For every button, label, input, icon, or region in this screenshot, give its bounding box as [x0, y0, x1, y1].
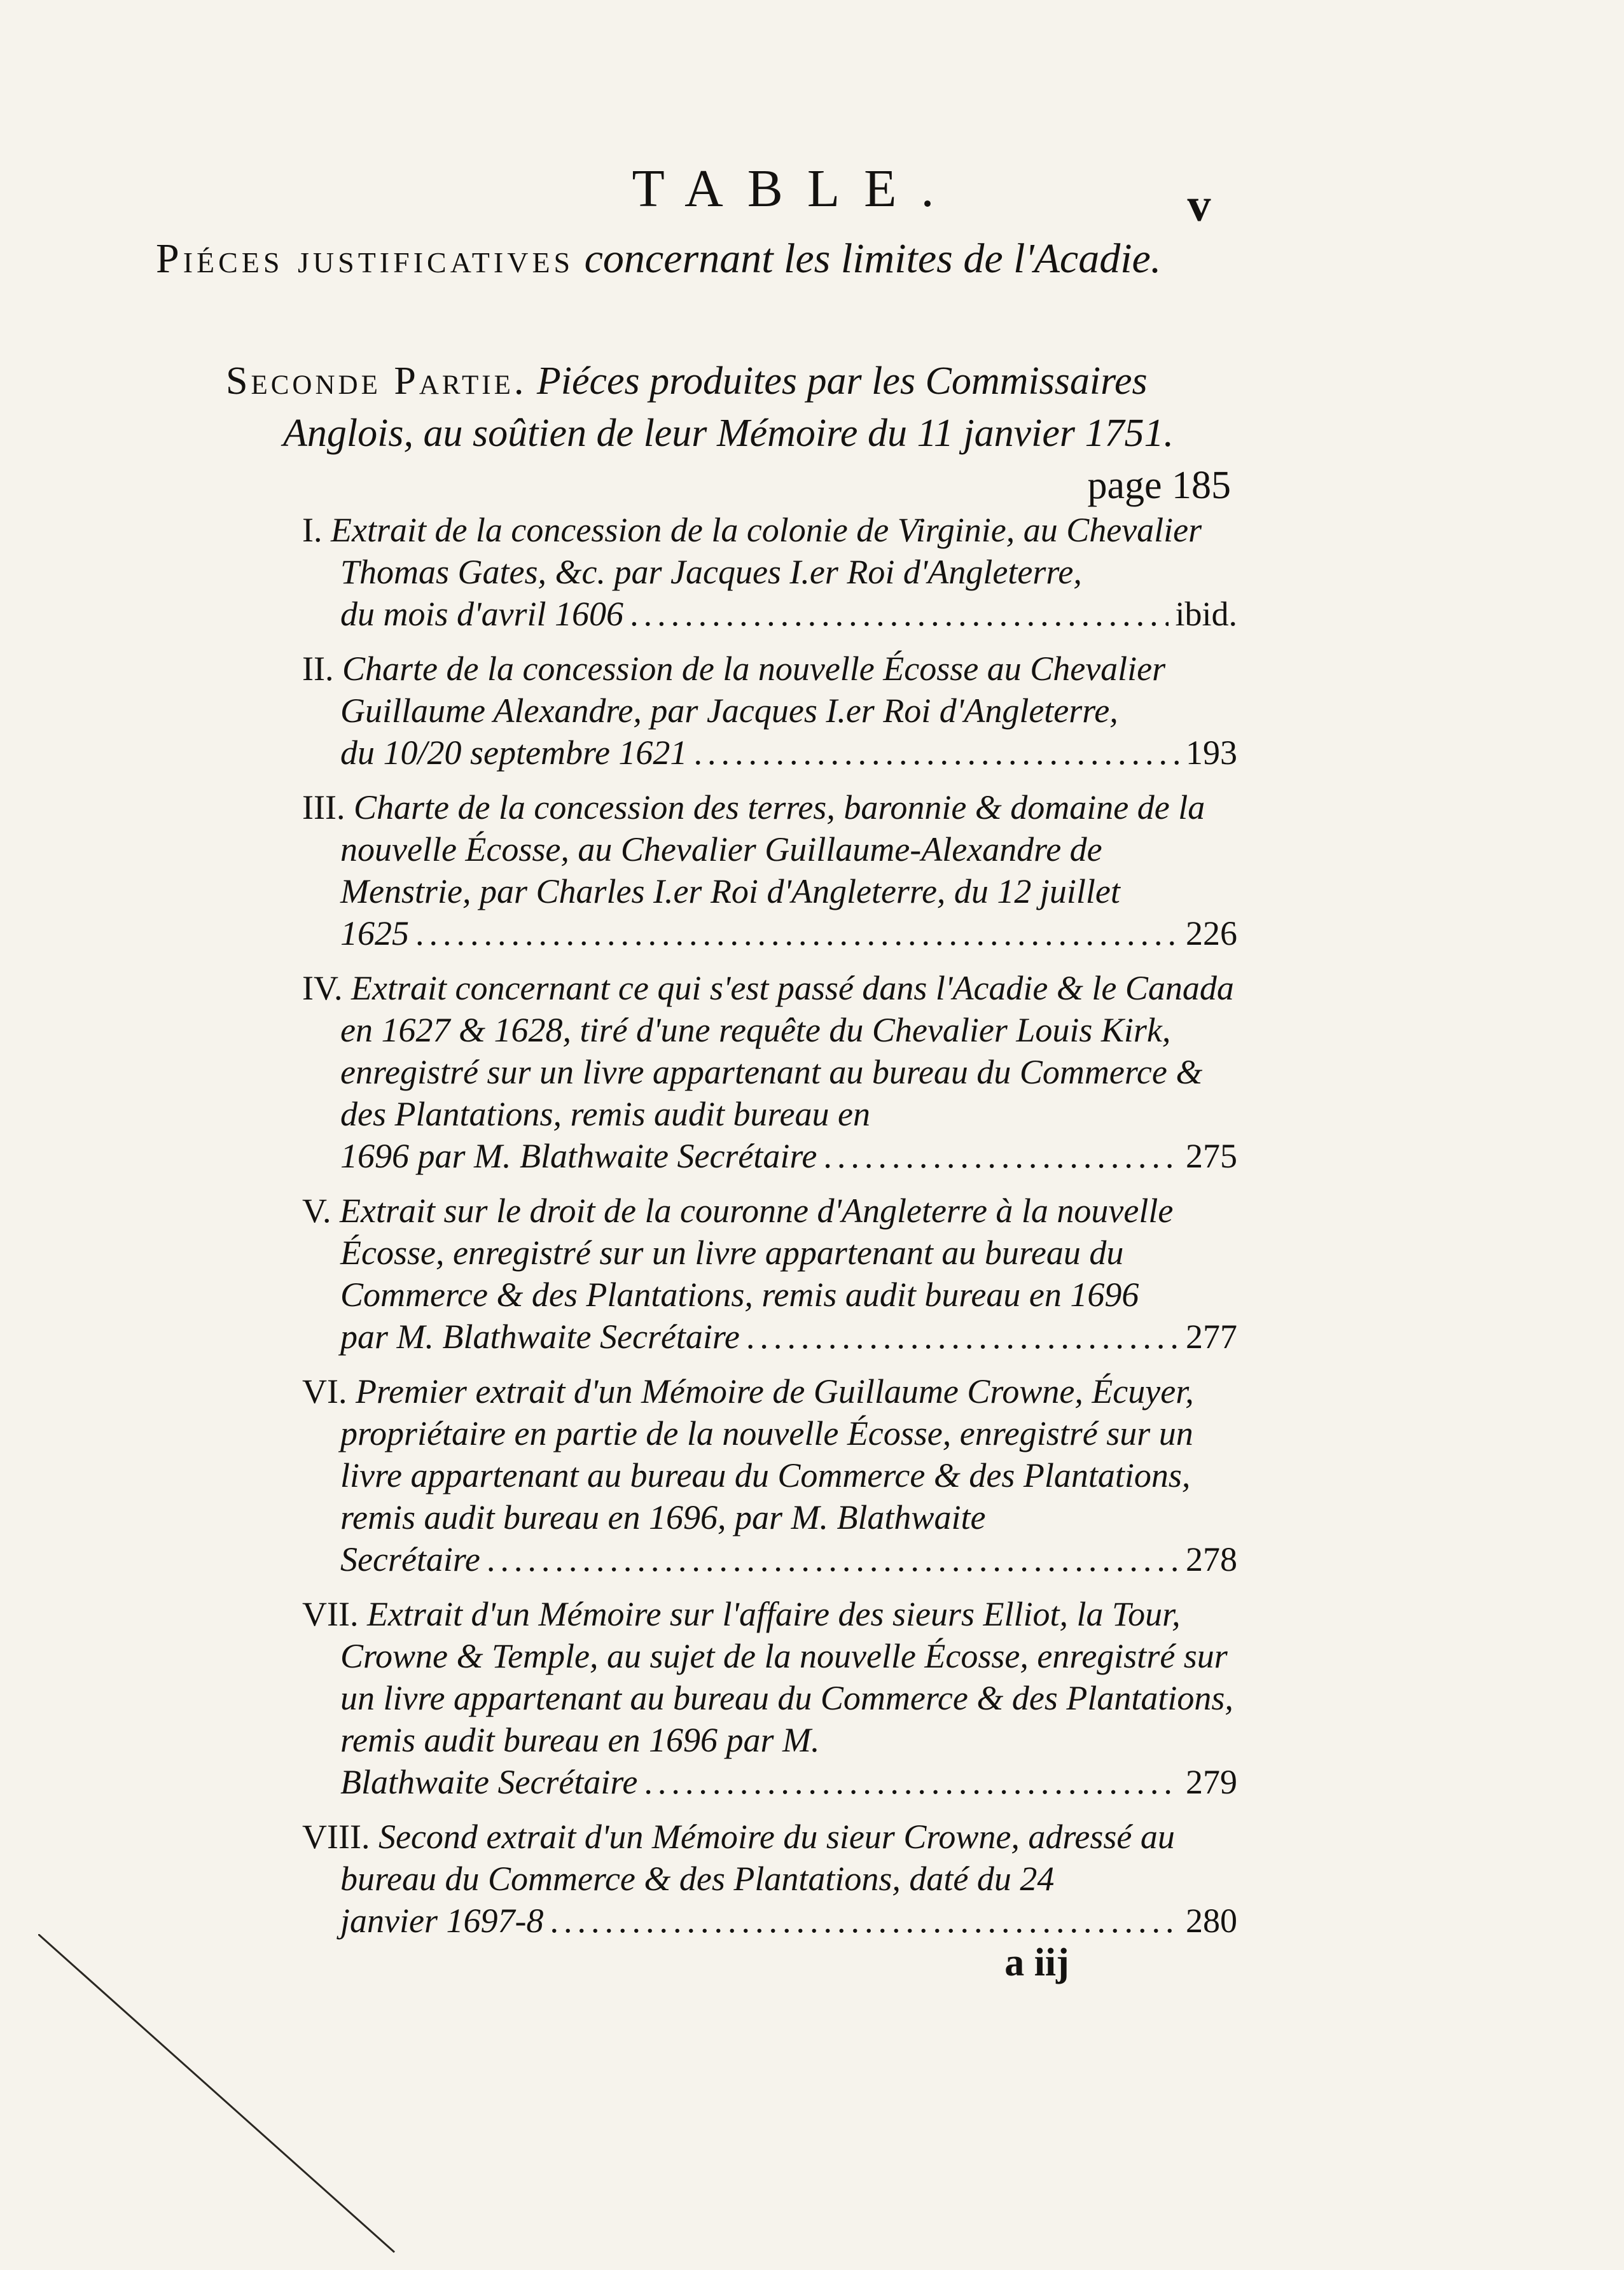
entry-page: 278	[1186, 1540, 1237, 1578]
entry-text: Extrait concernant ce qui s'est passé dans l'Acadie & le Canada en 1627 & 1628, tiré d'une requête du Chevalier Louis Kirk, enregistré sur un livre appartenant au bureau du Commerce & des Plantations, remis audit bureau en	[340, 969, 1234, 1133]
part-heading-line1: Piéces produites par les Commissaires	[536, 359, 1148, 403]
page-crease-line	[38, 1934, 420, 2265]
dot-leader	[630, 593, 1169, 635]
toc-entry	[302, 1370, 1237, 1580]
entry-number: VII.	[302, 1595, 359, 1633]
toc-entry	[302, 967, 1237, 1177]
entry-page: 275	[1186, 1137, 1237, 1175]
entry-tail: Blathwaite Secrétaire	[340, 1763, 638, 1801]
toc-entry	[302, 648, 1237, 774]
toc-entry	[302, 1190, 1237, 1358]
dot-leader	[487, 1538, 1179, 1580]
entry-page: 280	[1186, 1902, 1237, 1940]
entry-tail: janvier 1697-8	[340, 1902, 544, 1940]
entry-text: Second extrait d'un Mémoire du sieur Crowne, adressé au bureau du Commerce & des Plantations, daté du 24	[340, 1818, 1175, 1898]
dot-leader	[644, 1761, 1179, 1803]
section-heading	[156, 228, 1237, 290]
entry-text: Extrait de la concession de la colonie de Virginie, au Chevalier Thomas Gates, &c. par Jacques I.er Roi d'Angleterre,	[330, 511, 1202, 591]
toc-entry	[302, 1593, 1237, 1803]
entry-tail: 1696 par M. Blathwaite Secrétaire	[340, 1137, 817, 1175]
toc-entry	[302, 1816, 1237, 1942]
entry-text: Premier extrait d'un Mémoire de Guillaume Crowne, Écuyer, propriétaire en partie de la nouvelle Écosse, enregistré sur un livre appartenant au bureau du Commerce & des Plantations, remis audit bureau en 1696, par M. Blathwaite	[340, 1372, 1194, 1536]
entry-page: 193	[1186, 734, 1237, 772]
part-page-ref: page 185	[1087, 464, 1231, 507]
part-heading-line2: Anglois, au soûtien de leur Mémoire du 11 janvier 1751.	[283, 412, 1174, 455]
entry-page: ibid.	[1175, 595, 1237, 633]
entry-number: VIII.	[302, 1818, 370, 1856]
entry-page: 226	[1186, 914, 1237, 952]
toc-entry	[302, 786, 1237, 954]
running-title: TABLE.	[632, 159, 959, 218]
entry-number: IV.	[302, 969, 343, 1007]
part-heading-lead: Seconde Partie.	[226, 359, 527, 403]
entry-number: VI.	[302, 1372, 347, 1410]
dot-leader	[415, 912, 1179, 954]
entry-tail: du mois d'avril 1606	[340, 595, 624, 633]
entry-number: II.	[302, 650, 334, 688]
dot-leader	[823, 1135, 1179, 1177]
entry-number: III.	[302, 788, 345, 826]
entry-text: Extrait d'un Mémoire sur l'affaire des sieurs Elliot, la Tour, Crowne & Temple, au sujet de la nouvelle Écosse, enregistré sur un livre appartenant au bureau du Commerce & des Plantations, remis audit bureau en 1696 par M.	[340, 1595, 1233, 1759]
entry-text: Charte de la concession des terres, baronnie & domaine de la nouvelle Écosse, au Chevalier Guillaume-Alexandre de Menstrie, par Charles I.er Roi d'Angleterre, du 12 juillet	[340, 788, 1205, 910]
part-heading	[226, 355, 1237, 512]
section-heading-rest: concernant les limites de l'Acadie.	[584, 235, 1162, 282]
entry-text: Extrait sur le droit de la couronne d'Angleterre à la nouvelle Écosse, enregistré sur un livre appartenant au bureau du Commerce & des Plantations, remis audit bureau en 1696	[340, 1192, 1174, 1314]
signature-mark: a iij	[1004, 1941, 1069, 1984]
entry-page: 279	[1186, 1763, 1237, 1801]
entry-tail: du 10/20 septembre 1621	[340, 734, 688, 772]
entry-tail: 1625	[340, 914, 409, 952]
toc-entry	[302, 509, 1237, 635]
entry-number: I.	[302, 511, 323, 549]
entry-page: 277	[1186, 1318, 1237, 1356]
folio-number: v	[1187, 179, 1211, 232]
section-heading-lead: Piéces justificatives	[156, 235, 574, 282]
dot-leader	[746, 1316, 1179, 1358]
dot-leader	[693, 732, 1179, 774]
table-of-contents	[302, 509, 1237, 1954]
entry-text: Charte de la concession de la nouvelle Écosse au Chevalier Guillaume Alexandre, par Jacques I.er Roi d'Angleterre,	[340, 650, 1166, 730]
entry-number: V.	[302, 1192, 331, 1230]
entry-tail: par M. Blathwaite Secrétaire	[340, 1318, 740, 1356]
entry-tail: Secrétaire	[340, 1540, 480, 1578]
